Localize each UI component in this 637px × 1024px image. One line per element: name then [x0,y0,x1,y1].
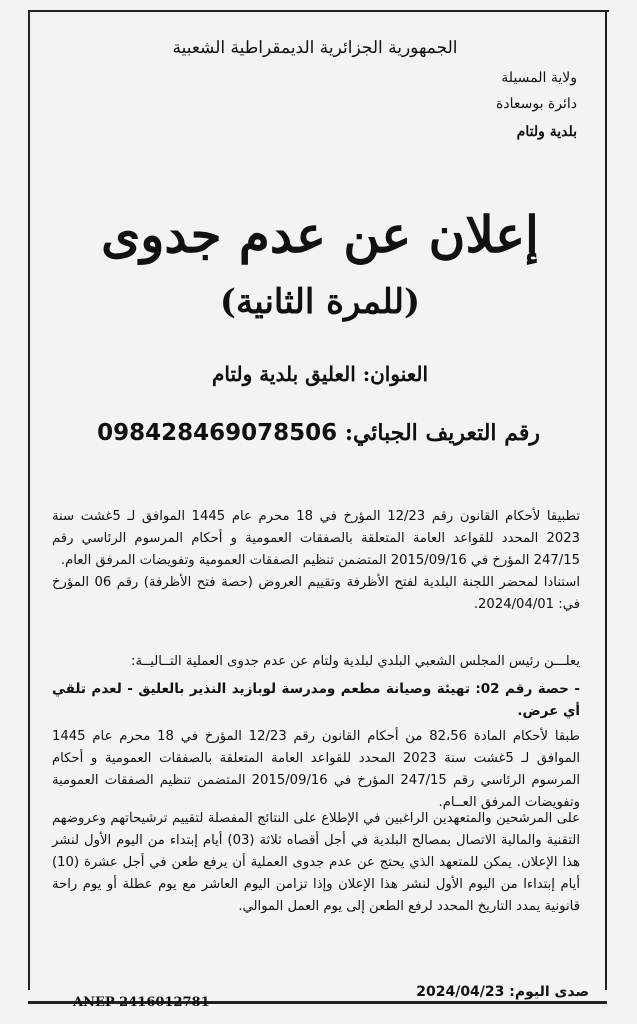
frame-left-border [28,10,30,990]
wilaya-line: ولاية المسيلة [501,70,577,86]
announcement-statement [52,651,580,673]
frame-top-border [28,10,609,12]
publication-date-value: 2024/04/23 [416,984,505,1000]
paragraph-article-reference: طبقا لأحكام المادة 82،56 من أحكام القانون رقم 12/23 المؤرخ في 18 محرم عام 1445 الموافق لـ 5غشت سنة 2023 المحدد للقواعد العامة المتعلقة بالصفقات العمومية و أحكام المرسوم الرئاسي رقم 247/15 المؤرخ في 2015/09/16 المتضمن تنظيم الصفقات العمومية وتفويضات المرفق العــام. [52,729,581,810]
daira-line: دائرة بوسعادة [496,96,577,112]
announcement-subtitle: (للمرة الثانية) [219,282,421,322]
paragraph-committee-minutes: استنادا لمحضر اللجنة البلدية لفتح الأظرفة وتقييم العروض (حصة فتح الأظرفة) رقم 06 المؤرخ في: 2024/04/01. [52,575,580,612]
anep-reference: ANEP 2416012781 [73,995,210,1010]
fiscal-id-label: رقم التعريف الجبائي: [344,420,540,446]
appeal-info-block [52,808,580,918]
fiscal-id-number: 098428469078506 [97,420,338,446]
paragraph-law-reference: تطبيقا لأحكام القانون رقم 12/23 المؤرخ في 18 محرم عام 1445 الموافق لـ 5غشت سنة 2023 المحدد للقواعد العامة المتعلقة بالصفقات العمومية و أحكام المرسوم الرئاسي رقم 247/15 المؤرخ في 2015/09/16 المتضمن تنظيم الصفقات العمومية وتفويضات المرفق العام. [52,509,581,568]
commune-line: بلدية ولتام [516,124,577,140]
lot-line [52,678,580,722]
announcement-title: إعلان عن عدم جدوى [101,205,539,264]
fiscal-id-line [97,420,540,446]
article-reference-block [52,726,580,814]
lot-description: - حصة رقم 02: تهيئة وصيانة مطعم ومدرسة لوبازيد النذير بالعليق - لعدم تلقي أي عرض. [52,681,580,719]
publication-date [416,984,589,1000]
publication-date-label: صدى اليوم: [509,984,589,1000]
paragraph-appeal-info: على المرشحين والمتعهدين الراغبين في الإطلاع على النتائج المفصلة لتقييم ترشيحاتهم وعروضهم التقنية والمالية الاتصال بمصالح البلدية في أجل أقصاه ثلاثة (03) أيام إبتداء من اليوم الأول لنشر هذا الإعلان. يمكن للمتعهد الذي يحتج عن عدم جدوى العملية أن يرفع طعن في أجل عشرة (10) أيام إبتداءا من اليوم الأول لنشر هذا الإعلان وإذا تزامن اليوم العاشر مع يوم عطلة أو يوم راحة قانونية يمدد التاريخ المحدد لرفع الطعن إلى يوم العمل الموالي. [52,811,580,914]
legal-basis-block [52,506,580,616]
paragraph-president-announces: يعلـــن رئيس المجلس الشعبي البلدي لبلدية ولتام عن عدم جدوى العملية التــاليــة: [131,654,580,669]
frame-right-border [605,10,607,990]
address-line: العنوان: العليق بلدية ولتام [211,362,429,386]
republic-header: الجمهورية الجزائرية الديمقراطية الشعبية [172,38,458,58]
